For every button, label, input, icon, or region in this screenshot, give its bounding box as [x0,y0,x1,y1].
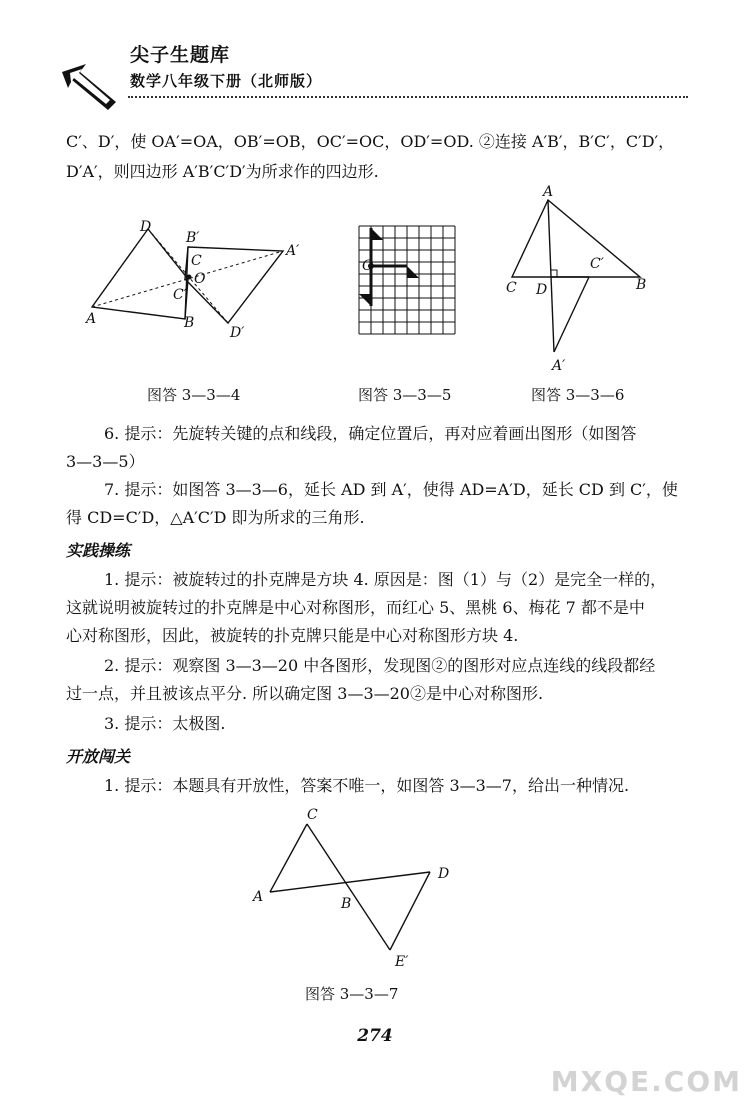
practice-1-line-2: 这就说明被旋转过的扑克牌是中心对称图形，而红心 5、黑桃 6、梅花 7 都不是中 [66,598,645,617]
caption-3-3-6: 图答 3—3—6 [531,386,625,404]
figure-3-3-6 [500,182,660,382]
label-C: C [191,253,202,269]
label-O: O [194,271,206,287]
book-series-title: 尖子生题库 [130,44,231,66]
item-7-line-1: 7. 提示：如图答 3—3—6，延长 AD 到 A′，使得 AD=A′D，延长 CD 到 C′，使 [104,480,678,499]
practice-3: 3. 提示：太极图. [104,714,226,733]
caption-3-3-5: 图答 3—3—5 [358,386,452,404]
label-B: B [184,315,195,331]
practice-1-line-3: 心对称图形，因此，被旋转的扑克牌只能是中心对称图形方块 4. [66,626,519,645]
book-subtitle: 数学八年级下册（北师版） [130,72,323,90]
label-D: D [438,866,450,882]
figure-3-3-5 [340,218,460,338]
practice-2-line-2: 过一点，并且被该点平分. 所以确定图 3—3—20②是中心对称图形. [66,684,544,703]
page-number: 274 [357,1026,393,1046]
grid-label-O: O [362,258,374,274]
label-A: A [86,311,97,327]
label-C: C [307,807,318,823]
label-B: B [636,277,647,293]
label-B: B [341,896,352,912]
practice-1-line-1: 1. 提示：被旋转过的扑克牌是方块 4. 原因是：图（1）与（2）是完全一样的， [104,570,667,589]
caption-3-3-4: 图答 3—3—4 [147,386,241,404]
figure-3-3-4 [80,215,320,345]
label-C-prime: C′ [173,287,187,303]
label-D: D [536,282,548,298]
watermark-logo: MXQE.COM [550,1065,742,1098]
figure-3-3-7 [245,800,465,975]
label-A-prime: A′ [286,243,300,259]
section-heading-open: 开放闯关 [66,747,131,766]
label-A: A [253,889,264,905]
label-A: A [543,184,554,200]
label-D-prime: D′ [230,325,245,341]
arrow-logo-icon [60,62,120,112]
intro-line-2: D′A′，则四边形 A′B′C′D′为所求作的四边形. [66,162,379,181]
label-E-prime: E′ [395,954,409,970]
item-6-line-2: 3—3—5） [66,452,145,471]
page-header [60,40,670,106]
label-C-prime: C′ [590,256,604,272]
caption-3-3-7: 图答 3—3—7 [305,985,399,1003]
label-B-prime: B′ [186,230,200,246]
intro-line-1: C′、D′，使 OA′=OA，OB′=OB，OC′=OC，OD′=OD. ②连接 A′B′，B′C′，C′D′， [66,132,675,151]
label-A-prime: A′ [552,358,566,374]
label-D: D [140,219,152,235]
item-6-line-1: 6. 提示：先旋转关键的点和线段，确定位置后，再对应着画出图形（如图答 [104,424,637,443]
practice-2-line-1: 2. 提示：观察图 3—3—20 中各图形，发现图②的图形对应点连线的线段都经 [104,656,656,675]
item-7-line-2: 得 CD=C′D，△A′C′D 即为所求的三角形. [66,508,365,527]
label-C: C [506,280,517,296]
open-1: 1. 提示：本题具有开放性，答案不唯一，如图答 3—3—7，给出一种情况. [104,776,630,795]
header-divider [128,96,688,98]
section-heading-practice: 实践操练 [66,541,131,560]
